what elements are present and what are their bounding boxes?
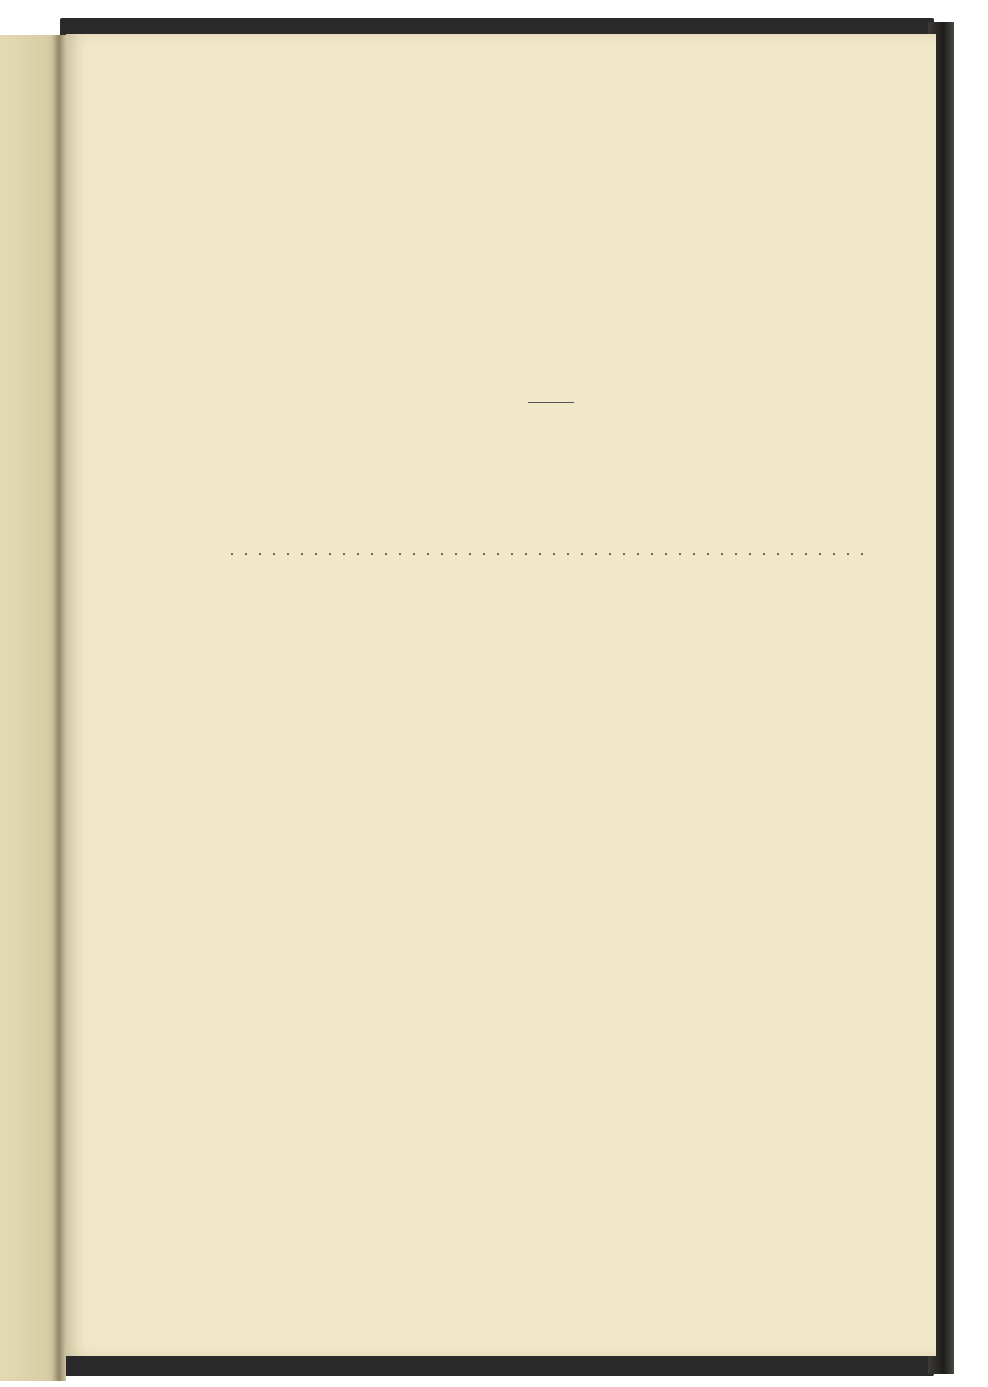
book-gutter (52, 35, 66, 1381)
district-entry (226, 542, 876, 560)
title-rule (528, 402, 574, 403)
toc-page (66, 34, 936, 1356)
leader-dots (230, 542, 872, 560)
